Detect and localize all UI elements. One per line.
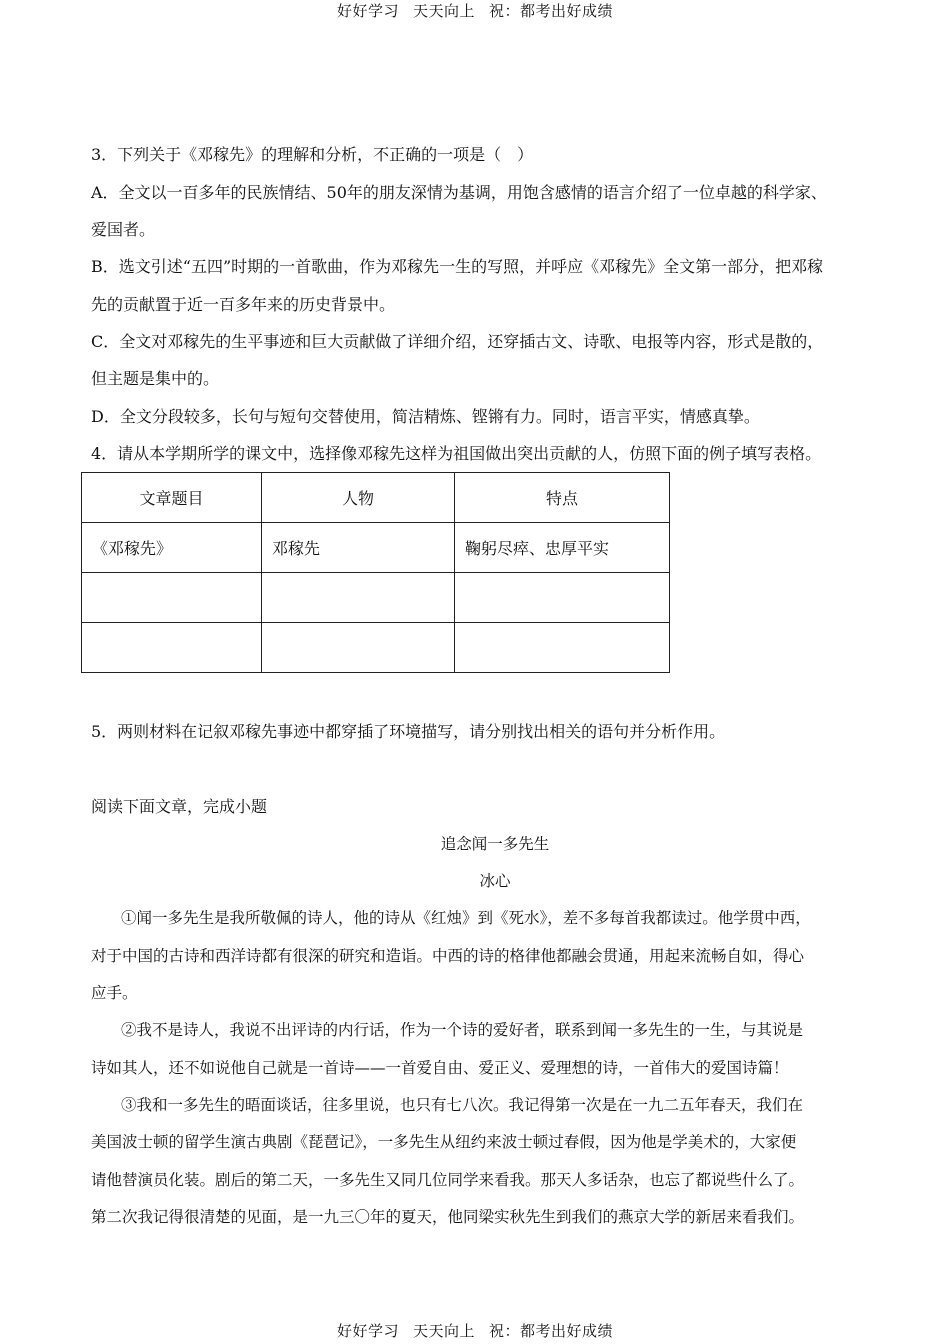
q3-option-d: D．全文分段较多，长句与短句交替使用，简洁精炼、铿锵有力。同时，语言平实，情感真挚。 bbox=[91, 407, 760, 426]
answer-table bbox=[81, 472, 670, 673]
q3-option-a-line1: A．全文以一百多年的民族情结、50年的朋友深情为基调，用饱含感情的语言介绍了一位卓越的科学家、 bbox=[91, 183, 827, 202]
paragraph-line: ③我和一多先生的晤面谈话，往多里说，也只有七八次。我记得第一次是在一九二五年春天，我们在 bbox=[121, 1096, 804, 1114]
q3-option-a-line2: 爱国者。 bbox=[91, 220, 156, 239]
page-footer bbox=[0, 1320, 950, 1341]
table-row bbox=[82, 623, 670, 673]
table-cell[interactable] bbox=[262, 623, 455, 673]
table-cell[interactable] bbox=[455, 573, 670, 623]
q3-option-b-line1: B．选文引述“五四”时期的一首歌曲，作为邓稼先一生的写照，并呼应《邓稼先》全文第一部分，把邓稼 bbox=[91, 257, 824, 276]
table-cell: 邓稼先 bbox=[262, 523, 455, 573]
table-header-cell: 特点 bbox=[455, 473, 670, 523]
page-header bbox=[0, 0, 950, 21]
table-cell: 《邓稼先》 bbox=[82, 523, 262, 573]
paragraph-line: 美国波士顿的留学生演古典剧《琵琶记》，一多先生从纽约来波士顿过春假，因为他是学美术的，大家便 bbox=[91, 1133, 797, 1151]
q3-option-c-line2: 但主题是集中的。 bbox=[91, 369, 220, 388]
paragraph-line: 对于中国的古诗和西洋诗都有很深的研究和造诣。中西的诗的格律他都融会贯通，用起来流畅自如，得心 bbox=[91, 947, 805, 965]
table-header-row bbox=[82, 473, 670, 523]
table-cell[interactable] bbox=[262, 573, 455, 623]
header-motto-1: 好好学习 bbox=[336, 2, 399, 20]
table-row bbox=[82, 523, 670, 573]
table-header-cell: 文章题目 bbox=[82, 473, 262, 523]
table-cell[interactable] bbox=[82, 623, 262, 673]
reading-intro: 阅读下面文章，完成小题 bbox=[91, 797, 268, 816]
footer-motto-2: 天天向上 bbox=[412, 1322, 475, 1340]
paragraph-line: 第二次我记得很清楚的见面，是一九三〇年的夏天，他同梁实秋先生到我们的燕京大学的新居来看我们。 bbox=[91, 1208, 805, 1226]
header-motto-2: 天天向上 bbox=[412, 2, 475, 20]
paragraph-line: 请他替演员化装。剧后的第二天，一多先生又同几位同学来看我。那天人多话杂，也忘了都说些什么了。 bbox=[91, 1171, 805, 1189]
q3-option-b-line2: 先的贡献置于近一百多年来的历史背景中。 bbox=[91, 295, 396, 314]
article-author: 冰心 bbox=[479, 872, 511, 890]
table-cell[interactable] bbox=[455, 623, 670, 673]
footer-motto-3: 祝：都考出好成绩 bbox=[489, 1322, 614, 1340]
table-cell: 鞠躬尽瘁、忠厚平实 bbox=[455, 523, 670, 573]
table-row bbox=[82, 573, 670, 623]
paragraph-line: ②我不是诗人，我说不出评诗的内行话，作为一个诗的爱好者，联系到闻一多先生的一生，与其说是 bbox=[121, 1021, 804, 1039]
table-cell[interactable] bbox=[82, 573, 262, 623]
q5-stem: 5．两则材料在记叙邓稼先事迹中都穿插了环境描写，请分别找出相关的语句并分析作用。 bbox=[91, 722, 726, 741]
paragraph-line: 应手。 bbox=[91, 984, 138, 1002]
table-header-cell: 人物 bbox=[262, 473, 455, 523]
q4-stem: 4．请从本学期所学的课文中，选择像邓稼先这样为祖国做出突出贡献的人，仿照下面的例子填写表格。 bbox=[91, 444, 822, 463]
article-title: 追念闻一多先生 bbox=[440, 835, 550, 853]
paragraph-line: ①闻一多先生是我所敬佩的诗人，他的诗从《红烛》到《死水》，差不多每首我都读过。他学贯中西， bbox=[121, 909, 811, 927]
paragraph-line: 诗如其人，还不如说他自己就是一首诗——一首爱自由、爱正义、爱理想的诗，一首伟大的爱国诗篇！ bbox=[91, 1059, 789, 1077]
q3-option-c-line1: C．全文对邓稼先的生平事迹和巨大贡献做了详细介绍，还穿插古文、诗歌、电报等内容，形式是散的， bbox=[91, 332, 824, 351]
q3-stem: 3．下列关于《邓稼先》的理解和分析，不正确的一项是（ ） bbox=[91, 145, 534, 164]
footer-motto-1: 好好学习 bbox=[336, 1322, 399, 1340]
header-motto-3: 祝：都考出好成绩 bbox=[489, 2, 614, 20]
